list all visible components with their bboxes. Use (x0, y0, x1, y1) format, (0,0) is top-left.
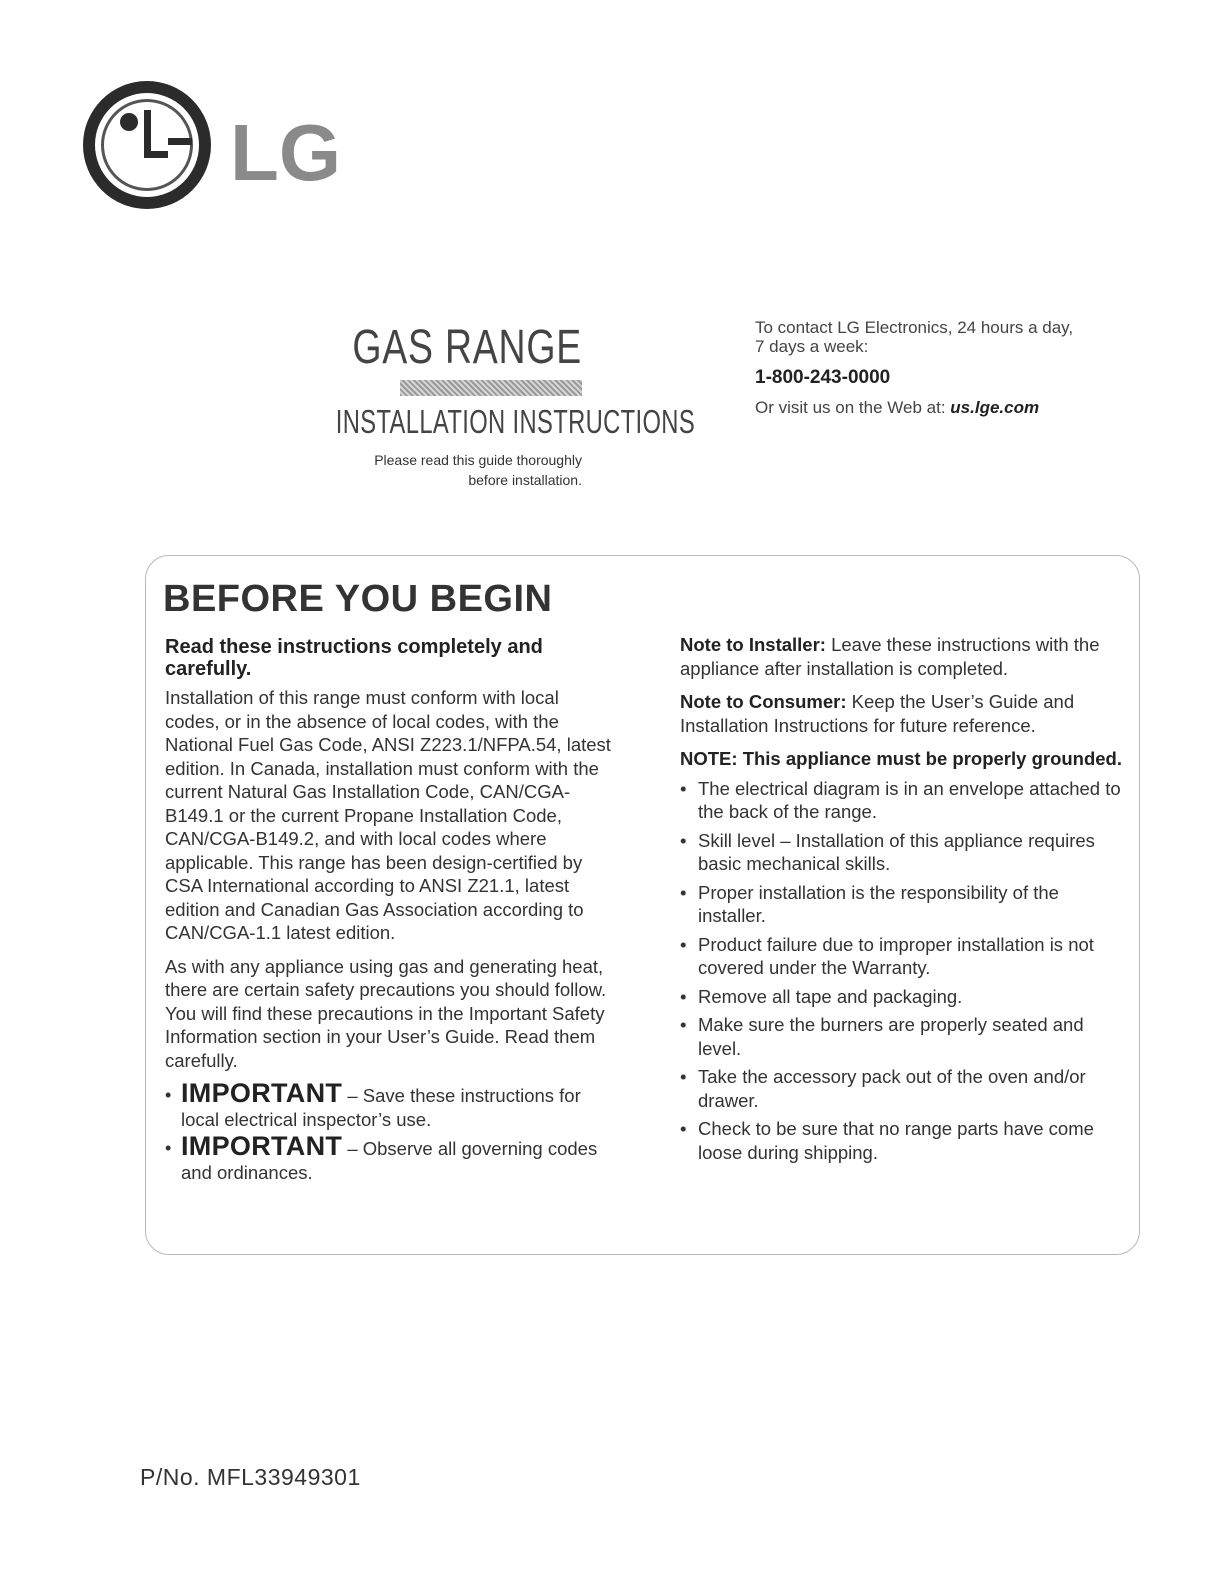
installer-text: Leave these instructions with the appliance after installation is completed. (680, 634, 1100, 679)
consumer-text: Keep the User’s Guide and Installation Instructions for future reference. (680, 691, 1075, 736)
bullet-icon: • (680, 1118, 687, 1139)
section-title: BEFORE YOU BEGIN (163, 578, 553, 620)
title-divider-bar (400, 380, 582, 396)
list-item (680, 933, 1125, 980)
note-to-consumer (680, 690, 1125, 737)
list-item-text: Check to be sure that no range parts have come loose during shipping. (698, 1118, 1094, 1163)
contact-line2: 7 days a week: (755, 337, 869, 356)
list-item (680, 881, 1125, 928)
list-item (680, 985, 1125, 1009)
left-column (165, 636, 615, 1188)
list-item-text: Remove all tape and packaging. (698, 985, 963, 1007)
bullet-icon: • (165, 1085, 172, 1105)
phone-number: 1-800-243-0000 (755, 367, 891, 388)
list-item-text: Product failure due to improper installation is not covered under the Warranty. (698, 933, 1094, 978)
bullet-icon: • (680, 881, 687, 903)
important-text: – Save these instructions for local electrical inspector’s use. (181, 1085, 581, 1130)
title-block (240, 321, 696, 490)
contact-block (755, 318, 1175, 418)
installer-label: Note to Installer: (680, 634, 826, 655)
part-number: P/No. MFL33949301 (140, 1464, 361, 1490)
web-line (755, 398, 1175, 418)
list-item (680, 1117, 1125, 1164)
important-text: – Observe all governing codes and ordinances. (181, 1138, 598, 1183)
contact-line1: To contact LG Electronics, 24 hours a day, (755, 318, 1074, 337)
list-item (680, 829, 1125, 876)
important-label: IMPORTANT (181, 1131, 343, 1161)
bullet-icon: • (165, 1138, 172, 1158)
bullet-icon: • (680, 1014, 687, 1035)
right-column (680, 633, 1125, 1169)
list-item-text: Make sure the burners are properly seated and level. (698, 1014, 1084, 1059)
installation-code-paragraph: Installation of this range must conform with local codes, or in the absence of local codes, with the National Fuel Gas Code, ANSI Z223.1/NFPA.54, latest edition. In Canada, installation must conform with the current Natural Gas Installation Code, CAN/CGA-B149.1 or the current Propane Installation Code, CAN/CGA-B149.2, and with local codes where applicable. This range has been design-certified by CSA International according to ANSI Z21.1, latest edition and Canadian Gas Association according to CAN/CGA-1.1 latest edition. (165, 687, 611, 943)
product-title: GAS RANGE (352, 321, 582, 374)
important-item (165, 1078, 615, 1131)
read-guide-line1: Please read this guide thoroughly (374, 452, 582, 468)
lg-logo-icon (82, 80, 362, 210)
read-instructions-heading: Read these instructions completely and carefully. (165, 636, 543, 680)
list-item-text: Proper installation is the responsibility of the installer. (698, 881, 1059, 926)
web-prefix: Or visit us on the Web at: (755, 398, 946, 417)
list-item (680, 1013, 1125, 1060)
bullet-icon: • (680, 777, 687, 799)
document-subtitle: INSTALLATION INSTRUCTIONS (335, 403, 696, 440)
safety-paragraph: As with any appliance using gas and generating heat, there are certain safety precautions you should follow. You will find these precautions in the Important Safety Information section in your User’s Guide. Read them carefully. (165, 955, 607, 1071)
important-item (165, 1131, 615, 1184)
list-item-text: Skill level – Installation of this appliance requires basic mechanical skills. (698, 829, 1095, 874)
note-to-installer (680, 633, 1125, 680)
checklist (680, 777, 1125, 1165)
web-link[interactable]: us.lge.com (950, 398, 1040, 417)
lg-logo (82, 80, 362, 210)
list-item (680, 1065, 1125, 1112)
bullet-icon: • (680, 1066, 687, 1087)
list-item-text: The electrical diagram is in an envelope attached to the back of the range. (698, 777, 1121, 822)
important-label: IMPORTANT (181, 1078, 343, 1108)
consumer-label: Note to Consumer: (680, 691, 847, 712)
list-item (680, 777, 1125, 824)
bullet-icon: • (680, 829, 687, 851)
list-item-text: Take the accessory pack out of the oven and/or drawer. (698, 1066, 1086, 1111)
svg-text:LG: LG (230, 108, 342, 197)
read-guide-note (240, 450, 582, 490)
bullet-icon: • (680, 985, 687, 1007)
read-guide-line2: before installation. (468, 472, 582, 488)
bullet-icon: • (680, 933, 687, 955)
grounding-note: NOTE: This appliance must be properly grounded. (680, 748, 1122, 769)
